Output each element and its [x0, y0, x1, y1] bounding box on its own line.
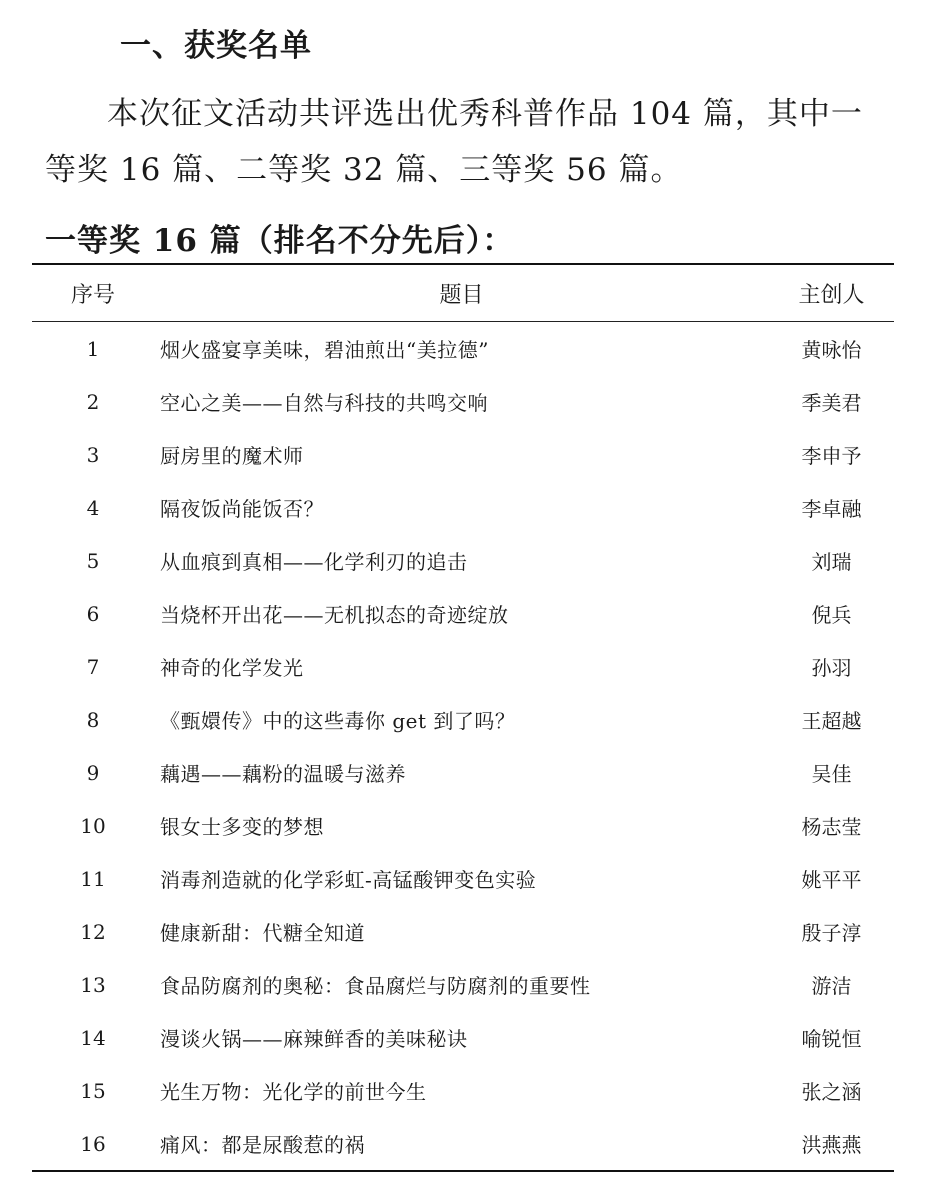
table-row — [32, 481, 894, 534]
table-row — [32, 1117, 894, 1170]
row-title: 当烧杯开出花——无机拟态的奇迹绽放 — [160, 603, 509, 627]
table-row — [32, 322, 894, 376]
row-serial-number: 6 — [86, 601, 100, 626]
table-row — [32, 640, 894, 693]
award-table-body — [32, 322, 894, 1171]
table-row — [32, 1064, 894, 1117]
row-title: 烟火盛宴享美味，碧油煎出“美拉德” — [160, 338, 489, 362]
row-title: 隔夜饭尚能饭否？ — [160, 497, 324, 521]
table-row — [32, 1011, 894, 1064]
row-serial-number: 15 — [80, 1078, 106, 1103]
row-serial-number: 7 — [86, 654, 100, 679]
award-table-container — [32, 263, 894, 1172]
row-title: 《甄嬛传》中的这些毒你 get 到了吗？ — [160, 709, 516, 733]
row-serial-number: 4 — [86, 495, 100, 520]
row-author: 季美君 — [801, 391, 862, 415]
row-title: 痛风：都是尿酸惹的祸 — [160, 1133, 365, 1157]
row-author: 黄咏怡 — [801, 338, 862, 362]
row-author: 游洁 — [811, 974, 852, 998]
row-author: 殷子淳 — [801, 921, 862, 945]
table-row — [32, 746, 894, 799]
row-author: 姚平平 — [801, 868, 862, 892]
table-row — [32, 799, 894, 852]
row-title: 厨房里的魔术师 — [160, 444, 304, 468]
row-author: 洪燕燕 — [801, 1133, 862, 1157]
row-author: 喻锐恒 — [801, 1027, 862, 1051]
row-author: 杨志莹 — [801, 815, 862, 839]
row-author: 刘瑞 — [811, 550, 852, 574]
first-prize-heading: 一等奖 16 篇（排名不分先后）： — [45, 223, 515, 259]
row-serial-number: 13 — [80, 972, 106, 997]
row-title: 消毒剂造就的化学彩虹-高锰酸钾变色实验 — [160, 868, 537, 892]
row-author: 李申予 — [801, 444, 862, 468]
section-title: 一、获奖名单 — [120, 28, 312, 64]
row-title: 神奇的化学发光 — [160, 656, 304, 680]
row-author: 张之涵 — [801, 1080, 862, 1104]
header-serial-number: 序号 — [32, 265, 154, 322]
row-author: 王超越 — [801, 709, 862, 733]
row-serial-number: 1 — [86, 336, 100, 361]
row-serial-number: 11 — [80, 866, 106, 891]
table-row — [32, 534, 894, 587]
row-serial-number: 10 — [80, 813, 106, 838]
intro-paragraph: 本次征文活动共评选出优秀科普作品 104 篇，其中一等奖 16 篇、二等奖 32 篇、三等奖 56 篇。 — [45, 96, 863, 188]
table-row — [32, 428, 894, 481]
row-serial-number: 5 — [86, 548, 100, 573]
row-author: 吴佳 — [811, 762, 852, 786]
table-row — [32, 693, 894, 746]
table-row — [32, 905, 894, 958]
row-title: 漫谈火锅——麻辣鲜香的美味秘诀 — [160, 1027, 468, 1051]
table-row — [32, 587, 894, 640]
row-title: 银女士多变的梦想 — [160, 815, 324, 839]
row-serial-number: 2 — [86, 389, 100, 414]
row-title: 健康新甜：代糖全知道 — [160, 921, 365, 945]
row-title: 光生万物：光化学的前世今生 — [160, 1080, 427, 1104]
row-serial-number: 14 — [80, 1025, 106, 1050]
row-author: 孙羽 — [811, 656, 852, 680]
row-title: 藕遇——藕粉的温暖与滋养 — [160, 762, 406, 786]
row-serial-number: 3 — [86, 442, 100, 467]
header-title: 题目 — [154, 265, 769, 322]
table-header-row — [32, 265, 894, 322]
row-serial-number: 9 — [86, 760, 100, 785]
table-row — [32, 958, 894, 1011]
row-serial-number: 12 — [80, 919, 106, 944]
row-title: 从血痕到真相——化学利刃的追击 — [160, 550, 468, 574]
row-author: 李卓融 — [801, 497, 862, 521]
table-row — [32, 852, 894, 905]
row-title: 空心之美——自然与科技的共鸣交响 — [160, 391, 488, 415]
award-table — [32, 265, 894, 1170]
row-serial-number: 8 — [86, 707, 100, 732]
header-author: 主创人 — [769, 265, 894, 322]
table-row — [32, 375, 894, 428]
row-author: 倪兵 — [811, 603, 852, 627]
row-serial-number: 16 — [80, 1131, 106, 1156]
row-title: 食品防腐剂的奥秘：食品腐烂与防腐剂的重要性 — [160, 974, 591, 998]
